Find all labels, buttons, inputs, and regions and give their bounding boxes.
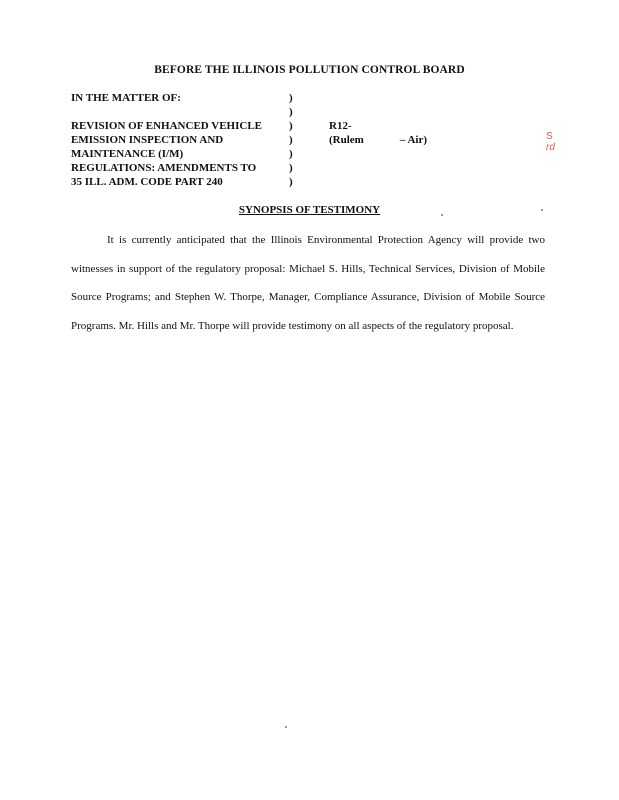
stamp-line-1: S bbox=[546, 131, 553, 142]
synopsis-text: It is currently anticipated that the Illinois Environmental Protection Agency will provide two witnesses in support of the regulatory proposal: Michael S. Hills, Technical Services, Division of Mobile Source Programs; and Stephen W. Thorpe, Manager, Compliance Assurance, Division of Mobile Source Programs. Mr. Hills and Mr. Thorpe will provide testimony on all aspects of the regulatory proposal. bbox=[71, 234, 545, 332]
caption-line: REGULATIONS: AMENDMENTS TO bbox=[71, 162, 257, 174]
docket-type-a: (Rulem bbox=[329, 134, 364, 146]
caption-line: 35 ILL. ADM. CODE PART 240 bbox=[71, 176, 223, 188]
clerk-stamp bbox=[546, 131, 555, 153]
document-subtitle: SYNOPSIS OF TESTIMONY bbox=[238, 204, 381, 216]
stamp-line-2: rd bbox=[546, 142, 555, 153]
caption-line: MAINTENANCE (I/M) bbox=[71, 148, 184, 160]
synopsis-paragraph bbox=[71, 226, 545, 340]
caption-paren: ) bbox=[289, 176, 293, 188]
caption-paren: ) bbox=[289, 162, 293, 174]
docket-number: R12- bbox=[329, 120, 352, 132]
scan-speck bbox=[285, 726, 287, 728]
caption-paren: ) bbox=[289, 148, 293, 160]
caption-paren: ) bbox=[289, 134, 293, 146]
caption-line: REVISION OF ENHANCED VEHICLE bbox=[71, 120, 263, 132]
scan-speck bbox=[541, 209, 543, 211]
docket-type-b: – Air) bbox=[399, 134, 428, 146]
caption-line: IN THE MATTER OF: bbox=[71, 92, 181, 104]
document-title: BEFORE THE ILLINOIS POLLUTION CONTROL BOARD bbox=[154, 64, 465, 76]
caption-line: EMISSION INSPECTION AND bbox=[71, 134, 224, 146]
caption-paren: ) bbox=[289, 106, 293, 118]
scan-speck bbox=[441, 214, 443, 216]
caption-paren: ) bbox=[289, 120, 293, 132]
caption-paren: ) bbox=[289, 92, 293, 104]
docket-type bbox=[329, 134, 427, 146]
